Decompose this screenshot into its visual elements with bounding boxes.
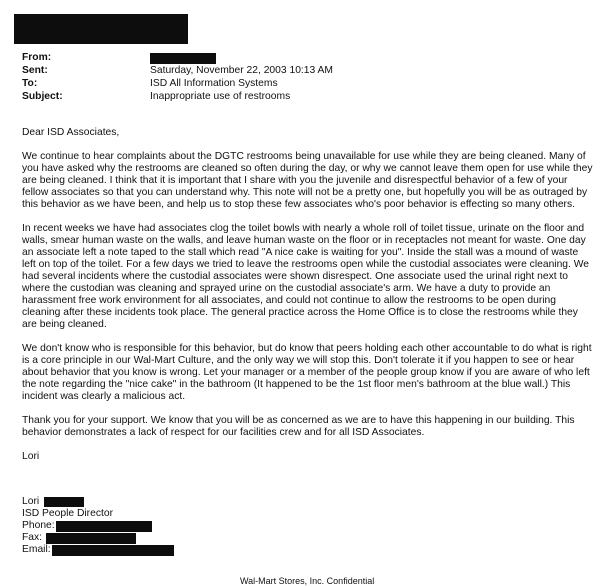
fax-label: Fax: bbox=[22, 532, 43, 543]
paragraph-incidents: In recent weeks we have had associates clog the toilet bowls with nearly a whole roll of toilet tissue, urinate on the floor and walls, smear human waste on the walls, and leave human waste on the floor or in receptacles not meant for waste. One day an associate left a note taped to the stall which read "A nice cake is waiting for you". Inside the stall was a mound of waste left on top of the toilet. For a few days we tried to leave the restrooms open while the custodial associates were cleaning. We had several incidents where the custodial associates were shown disrespect. One associate used the urinal right next to where the custodian was cleaning and sprayed urine on the custodial associate's arm. We have a duty to provide an harassment free work environment for all associates, and could not continue to allow the restrooms to be open during cleaning after these incidents took place. The general practice across the Home Office is to close the restrooms while they are being cleaned. bbox=[22, 223, 590, 330]
sent-value: Saturday, November 22, 2003 10:13 AM bbox=[150, 65, 333, 76]
email-label: Email: bbox=[22, 544, 51, 555]
salutation: Dear ISD Associates, bbox=[22, 127, 120, 138]
from-value bbox=[150, 52, 582, 65]
from-label: From: bbox=[22, 52, 52, 63]
to-row bbox=[22, 78, 582, 91]
to-label: To: bbox=[22, 78, 38, 89]
email-header bbox=[22, 52, 582, 104]
signature-title: ISD People Director bbox=[22, 508, 113, 519]
to-value: ISD All Information Systems bbox=[150, 78, 278, 89]
signature-name: Lori bbox=[22, 496, 40, 507]
sent-label: Sent: bbox=[22, 65, 48, 76]
from-row bbox=[22, 52, 582, 65]
confidential-footer: Wal-Mart Stores, Inc. Confidential bbox=[240, 576, 375, 586]
subject-value: Inappropriate use of restrooms bbox=[150, 91, 291, 102]
phone-label: Phone: bbox=[22, 520, 55, 531]
paragraph-accountability: We don't know who is responsible for this behavior, but do know that peers holding each other accountable to do what is right is a core principle in our Wal-Mart Culture, and the only way we will stop this. Don't tolerate it if you happen to see or hear about behavior that you know is wrong. Let your manager or a member of the people group know if you are aware of who left the note regarding the "nice cake" in the bathroom (It happened to be the 1st floor men's bathroom at the blue wall.) This incident was clearly a malicious act. bbox=[22, 343, 592, 402]
closing-name: Lori bbox=[22, 451, 40, 462]
redaction-surname bbox=[44, 497, 84, 507]
redaction-email bbox=[52, 545, 174, 556]
subject-row bbox=[22, 91, 582, 104]
sent-row bbox=[22, 65, 582, 78]
paragraph-thanks: Thank you for your support. We know that you will be as concerned as we are to have this happening in our building. This behavior demonstrates a lack of respect for our facilities crew and for all ISD Associates. bbox=[22, 415, 575, 438]
redaction-phone bbox=[56, 521, 152, 532]
redaction-fax bbox=[46, 533, 136, 544]
redaction-top-bar bbox=[14, 14, 188, 44]
email-body bbox=[22, 127, 594, 475]
subject-label: Subject: bbox=[22, 91, 63, 102]
paragraph-complaints: We continue to hear complaints about the DGTC restrooms being unavailable for use while they are being cleaned. Many of you have asked why the restrooms are cleaned so often during the day, or why we cannot leave them open for use while they are being cleaned. I think that it is important that I share with you the juvenile and disrespectful behavior of a few of your fellow associates so that you can understand why. This note will not be a pretty one, but hopefully you will be as outraged by this behavior as we have been, and help us to stop these few associates who's poor behavior is effecting so many others. bbox=[22, 151, 593, 210]
